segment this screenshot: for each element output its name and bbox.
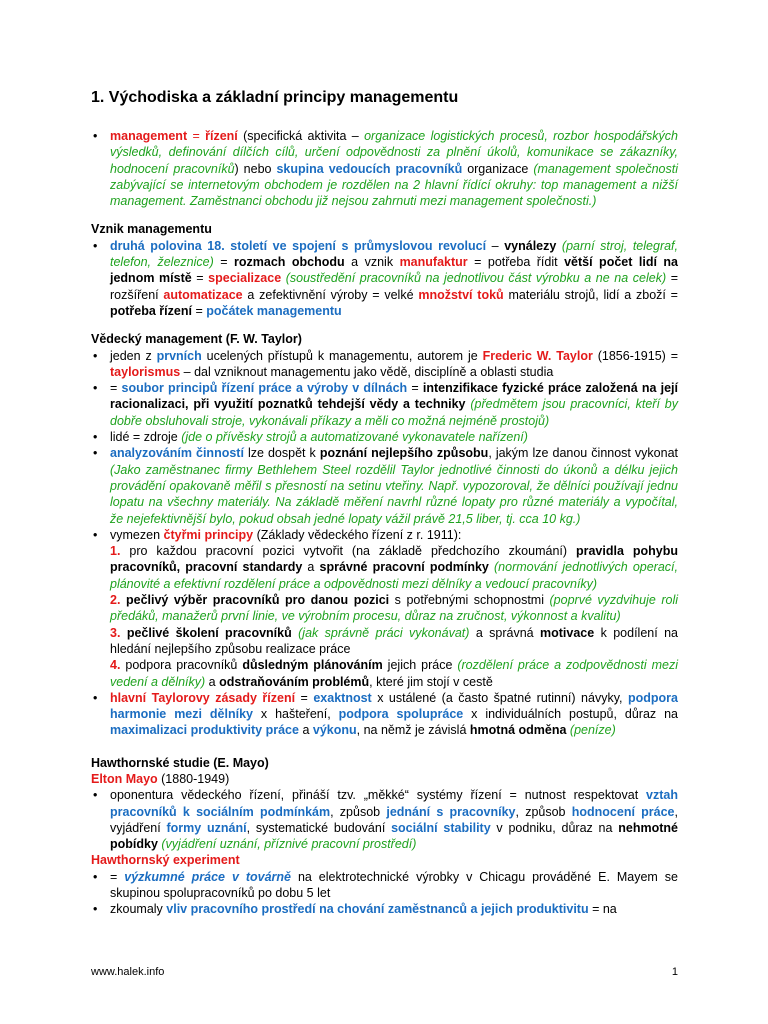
term: analyzováním činností [110, 446, 244, 461]
term: poznání nejlepšího způsobu [319, 446, 489, 461]
text: vymezen [110, 527, 164, 542]
list-item [91, 690, 678, 739]
list-item [91, 787, 678, 852]
author-years: (1880-1949) [157, 771, 230, 786]
text: (specifická aktivita – [237, 129, 365, 143]
spacer [91, 209, 678, 221]
term: taylorismus [110, 364, 181, 379]
text: podpora pracovníků [120, 658, 243, 673]
term: pravidla pohybu pracovníků, pracovní standardy [110, 544, 678, 575]
term: výzkumné práce v továrně [124, 869, 291, 884]
example-text: (jak správně práci vykonávat) [291, 625, 470, 640]
footer-website: www.halek.info [91, 966, 165, 978]
term: exaktnost [313, 690, 372, 705]
text: = [407, 381, 423, 396]
taylor-list [91, 348, 678, 739]
text: , které jim stojí v cestě [369, 674, 493, 689]
spacer [91, 319, 678, 331]
text: a zefektivnění výroby = velké [242, 287, 419, 302]
text: organizace [462, 161, 534, 176]
example-text: (management společnosti zabývající se internetovým obchodem je rozdělen na 2 hlavní řídící okruhy: top management a nižší management. Zaměstnanci obchodu již nejsou zahrnuti mezi management společnosti.) [110, 161, 678, 209]
term: specializace [208, 271, 282, 286]
text: a správná [469, 625, 541, 640]
term: řízení [205, 129, 238, 143]
term: management [110, 129, 188, 143]
text: = potřeba řídit [467, 255, 565, 270]
list-item [91, 348, 678, 381]
text: – dal vzniknout managementu jako vědě, disciplíně a oblasti studia [180, 364, 554, 379]
page-title: 1. Východiska a základní principy managementu [91, 89, 459, 106]
author-line [91, 771, 678, 787]
text: = [110, 869, 125, 884]
section-heading: Vznik managementu [91, 222, 212, 237]
text: , způsob [515, 804, 572, 819]
author-name: Elton Mayo [91, 771, 158, 786]
text: = [191, 271, 209, 286]
term: hmotná odměna [469, 723, 567, 738]
text: a [298, 723, 313, 738]
principle-number: 4. [110, 658, 121, 673]
term: nehmotné pobídky [110, 820, 678, 852]
text: jejich práce [382, 658, 458, 673]
section-heading: Vědecký management (F. W. Taylor) [91, 332, 302, 347]
text: a [205, 674, 220, 689]
term: rozmach obchodu [234, 255, 345, 270]
term: sociální stability [391, 820, 491, 835]
text: na elektrotechnické výrobky v Chicagu prováděné E. Mayem se skupinou spolupracovníků po dobu 5 let [110, 869, 678, 901]
term: výkonu [312, 723, 357, 738]
list-item [91, 128, 678, 209]
text: (1856-1915) = [592, 348, 679, 363]
text: x ustálené (a často špatné rutinní) návyky, [371, 690, 628, 705]
experiment-list [91, 869, 678, 918]
text: lze dospět k [243, 446, 320, 461]
intro-list [91, 128, 678, 209]
text: materiálu strojů, lidí a zboží = [503, 287, 678, 302]
example-text: (rozdělení práce a zodpovědnosti mezi vedení a dělníky) [110, 658, 678, 689]
term: množství toků [418, 287, 504, 302]
term: maximalizaci produktivity práce [110, 723, 299, 738]
term: pečlivý výběr pracovníků pro danou pozici [125, 593, 390, 608]
text: , na němž je závislá [356, 723, 470, 738]
text: , systematické budování [246, 820, 392, 835]
term: podpora harmonie mezi dělníky [110, 690, 678, 722]
example-text: (soustředění pracovníků na jednotlivou část výrobku a ne na celek) [281, 271, 667, 286]
term: důsledným plánováním [242, 658, 383, 673]
page-number: 1 [671, 966, 678, 978]
term: formy uznání [166, 820, 247, 835]
text: a vznik [344, 255, 400, 270]
text: = [187, 129, 206, 143]
example-text: (vyjádření uznání, příznivé pracovní prostředí) [157, 837, 417, 852]
text: jeden z [110, 348, 157, 363]
text: = [110, 381, 122, 396]
text: v podniku, důraz na [490, 820, 619, 835]
text: (Základy vědeckého řízení z r. 1911): [253, 527, 462, 542]
text: s potřebnými schopnostmi [389, 593, 550, 608]
term: soubor principů řízení práce a výroby v dílnách [121, 381, 408, 396]
principle-number: 1. [110, 544, 121, 559]
text: x individuálních postupů, důraz na [463, 707, 678, 722]
origin-list [91, 238, 678, 319]
term: čtyřmi principy [163, 527, 254, 542]
text: pro každou pracovní pozici vytvořit (na základě předchozího zkoumání) [120, 544, 576, 559]
term: počátek managementu [206, 303, 342, 318]
text: ucelených přístupů k managementu, autorem je [201, 348, 483, 363]
subsection-heading: Hawthornský experiment [91, 853, 240, 868]
term: prvních [156, 348, 202, 363]
term: větší počet lidí na jednom místě [110, 255, 678, 286]
principle-number: 2. [110, 593, 121, 608]
term: podpora spolupráce [338, 707, 464, 722]
text: , způsob [330, 804, 387, 819]
text: x hašteření, [252, 707, 339, 722]
list-item [91, 527, 678, 690]
term: potřeba řízení [110, 303, 192, 318]
text: = na [588, 902, 617, 917]
term: hlavní Taylorovy zásady řízení [110, 690, 296, 705]
term: pečlivé školení pracovníků [126, 625, 292, 640]
term: druhá polovina 18. století ve spojení s průmyslovou revolucí [110, 238, 487, 253]
principle-number: 3. [110, 625, 121, 640]
list-item [91, 429, 678, 445]
spacer [91, 739, 678, 755]
term: vztah pracovníků k sociálním podmínkám [110, 788, 678, 819]
text: k podílení na hledání nejlepšího způsobu realizace práce [110, 625, 678, 656]
example-text: (předmětem jsou pracovníci, kteří by dobře obsluhovali stroje, vykonávali příkazy a měli co možná nejméně prostojů) [110, 397, 678, 428]
term: automatizace [163, 287, 243, 302]
example-text: (normování jednotlivých operací, plánovité a efektivní rozdělení práce a odpovědnosti mezi dělníky a vedoucí pracovníky) [110, 560, 678, 591]
text: – [486, 238, 505, 253]
list-item [91, 445, 678, 526]
list-item [91, 869, 678, 902]
term: motivace [540, 625, 595, 640]
text: ) nebo [234, 161, 277, 176]
list-item [91, 380, 678, 429]
term: vliv pracovního prostředí na chování zaměstnanců a jejich produktivitu [166, 902, 589, 917]
term: jednání s pracovníky [386, 804, 516, 819]
text: , vyjádření [110, 804, 678, 835]
example-text: (Jako zaměstnanec firmy Bethlehem Steel rozdělil Taylor jednotlivé činnosti do úkonů a délku jejich provádění opakovaně měřil s přesností na setinu vteřiny. Např. vypozoroval, že dělníci používají jednu lopatu na všechny materiály. Na základě měření navrhl různé lopaty pro různé materiály a vypočítal, že nejefektivnější bylo, pokud obsah jedné lopaty vážil právě 21,5 liber, tj. cca 10 kg.) [110, 462, 678, 526]
section-heading: Hawthornské studie (E. Mayo) [91, 755, 269, 770]
term: Frederic W. Taylor [482, 348, 593, 363]
list-item [91, 238, 678, 319]
text: , jakým lze danou činnost vykonat [488, 446, 679, 461]
term: manufaktur [399, 255, 468, 270]
text: = [191, 303, 207, 318]
term: správné pracovní podmínky [319, 560, 489, 575]
text: = [295, 690, 314, 705]
term: skupina vedoucích pracovníků [276, 161, 463, 176]
list-item [91, 901, 678, 917]
mayo-list [91, 787, 678, 852]
text: lidé = zdroje [110, 430, 182, 445]
text: = [213, 255, 235, 270]
text: = rozšíření [110, 271, 678, 302]
text: zkoumaly [110, 902, 167, 917]
term: vynálezy [504, 238, 557, 253]
term: odstraňováním problémů [219, 674, 370, 689]
term: intenzifikace fyzické práce založená na její racionalizaci, při využití poznatků tehdejší vědy a techniky [110, 381, 678, 412]
term: hodnocení práce [571, 804, 675, 819]
text: a [302, 560, 320, 575]
document-page [91, 78, 678, 918]
example-text: organizace logistických procesů, rozbor hospodářských výsledků, definování dílčích cílů, určení odpovědnosti za plnění úkolů, komunikace se zákazníky, hodnocení pracovníků [110, 129, 679, 176]
example-text: (jde o přívěsky strojů a automatizované vykonavatele nařízení) [181, 430, 528, 445]
example-text: (parní stroj, telegraf, telefon, železnice) [110, 238, 679, 270]
page-footer [91, 966, 678, 978]
example-text: (peníze) [566, 723, 616, 738]
text: oponentura vědeckého řízení, přináší tzv. „měkké“ systémy řízení = nutnost respektovat [110, 788, 647, 803]
example-text: (poprvé vyzdvihuje roli předáků, manažerů první linie, ve výrobním procesu, důraz na zručnost, výkonnost a kvalitu) [110, 593, 678, 624]
